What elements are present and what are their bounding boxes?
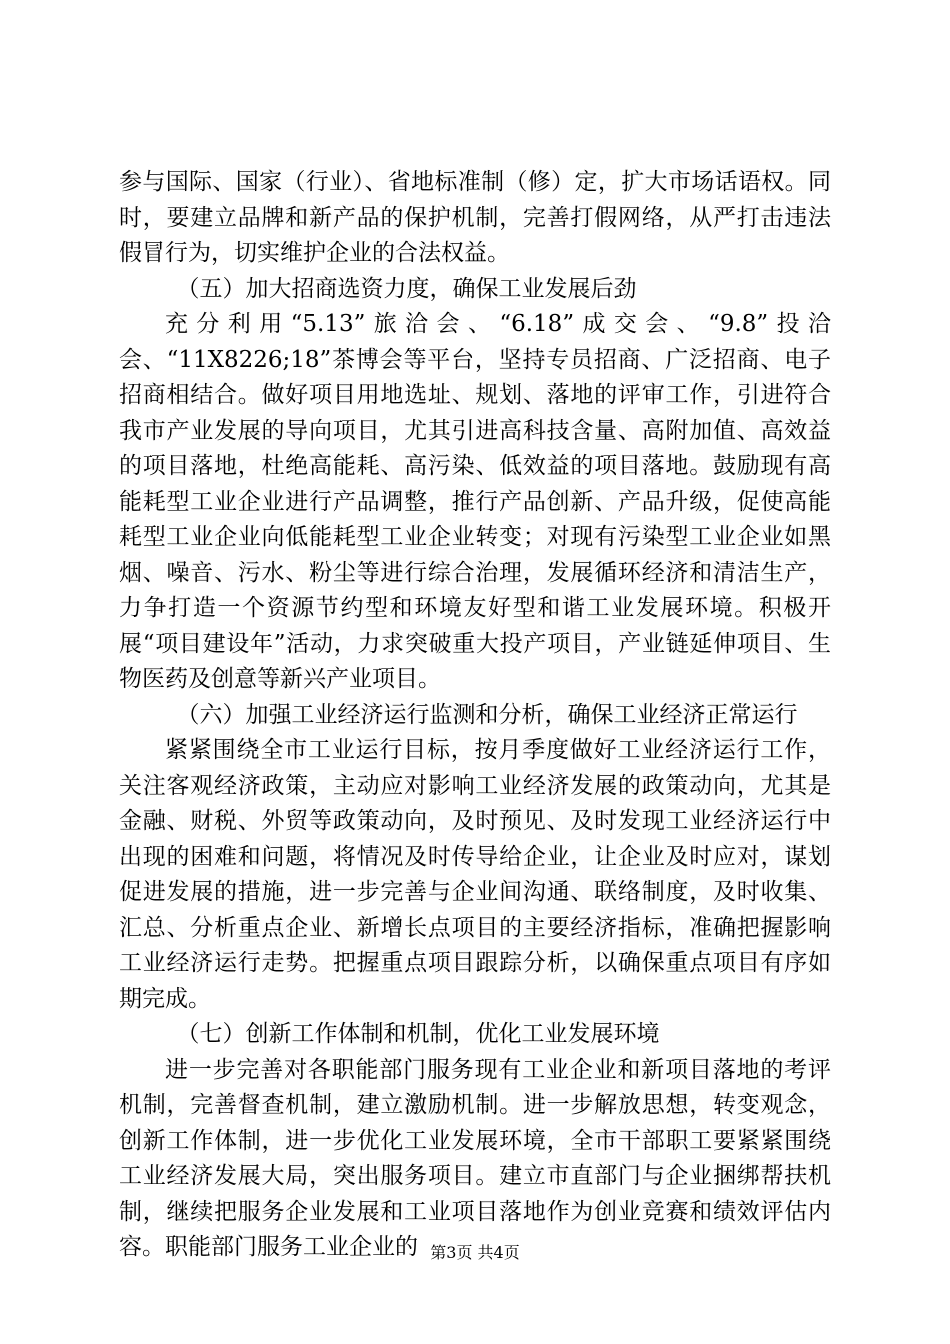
section-heading-7: （七）创新工作体制和机制，优化工业发展环境 <box>176 1021 660 1047</box>
paragraph-environment: 进一步完善对各职能部门服务现有工业企业和新项目落地的考评机制，完善督查机制，建立激励机制。进一步解放思想，转变观念，创新工作体制，进一步优化工业发展环境，全市干部职工要紧紧围绕工业经济发展大局，突出服务项目。建立市直部门与企业捆绑帮扶机制，继续把服务企业发展和工业项目落地作为创业竞赛和绩效评估内容。职能部门服务工业企业的 <box>119 1056 831 1260</box>
page-number-footer: 第3页 共4页 <box>430 1243 520 1262</box>
paragraph-investment: 充分利用“5.13”旅洽会、“6.18”成交会、“9.8”投洽会、“11X8226;18”茶博会等平台，坚持专员招商、广泛招商、电子招商相结合。做好项目用地选址、规划、落地的评审工作，引进符合我市产业发展的导向项目，尤其引进高科技含量、高附加值、高效益的项目落地，杜绝高能耗、高污染、低效益的项目落地。鼓励现有高能耗型工业企业进行产品调整，推行产品创新、产品升级，促使高能耗型工业企业向低能耗型工业企业转变；对现有污染型工业企业如黑烟、噪音、污水、粉尘等进行综合治理，发展循环经济和清洁生产，力争打造一个资源节约型和环境友好型和谐工业发展环境。积极开展“项目建设年”活动，力求突破重大投产项目，产业链延伸项目、生物医药及创意等新兴产业项目。 <box>119 311 831 692</box>
section-heading-5: （五）加大招商选资力度，确保工业发展后劲 <box>176 275 637 302</box>
paragraph-monitoring: 紧紧围绕全市工业运行目标，按月季度做好工业经济运行工作，关注客观经济政策，主动应对影响工业经济发展的政策动向，尤其是金融、财税、外贸等政策动向，及时预见、及时发现工业经济运行中出现的困难和问题，将情况及时传导给企业，让企业及时应对，谋划促进发展的措施，进一步完善与企业间沟通、联络制度，及时收集、汇总、分析重点企业、新增长点项目的主要经济指标，准确把握影响工业经济运行走势。把握重点项目跟踪分析，以确保重点项目有序如期完成。 <box>119 737 831 1012</box>
section-heading-6: （六）加强工业经济运行监测和分析，确保工业经济正常运行 <box>176 701 798 728</box>
paragraph-continuation: 参与国际、国家（行业）、省地标准制（修）定，扩大市场话语权。同时，要建立品牌和新产品的保护机制，完善打假网络，从严打击违法假冒行为，切实维护企业的合法权益。 <box>119 169 831 266</box>
document-body <box>119 165 831 1266</box>
